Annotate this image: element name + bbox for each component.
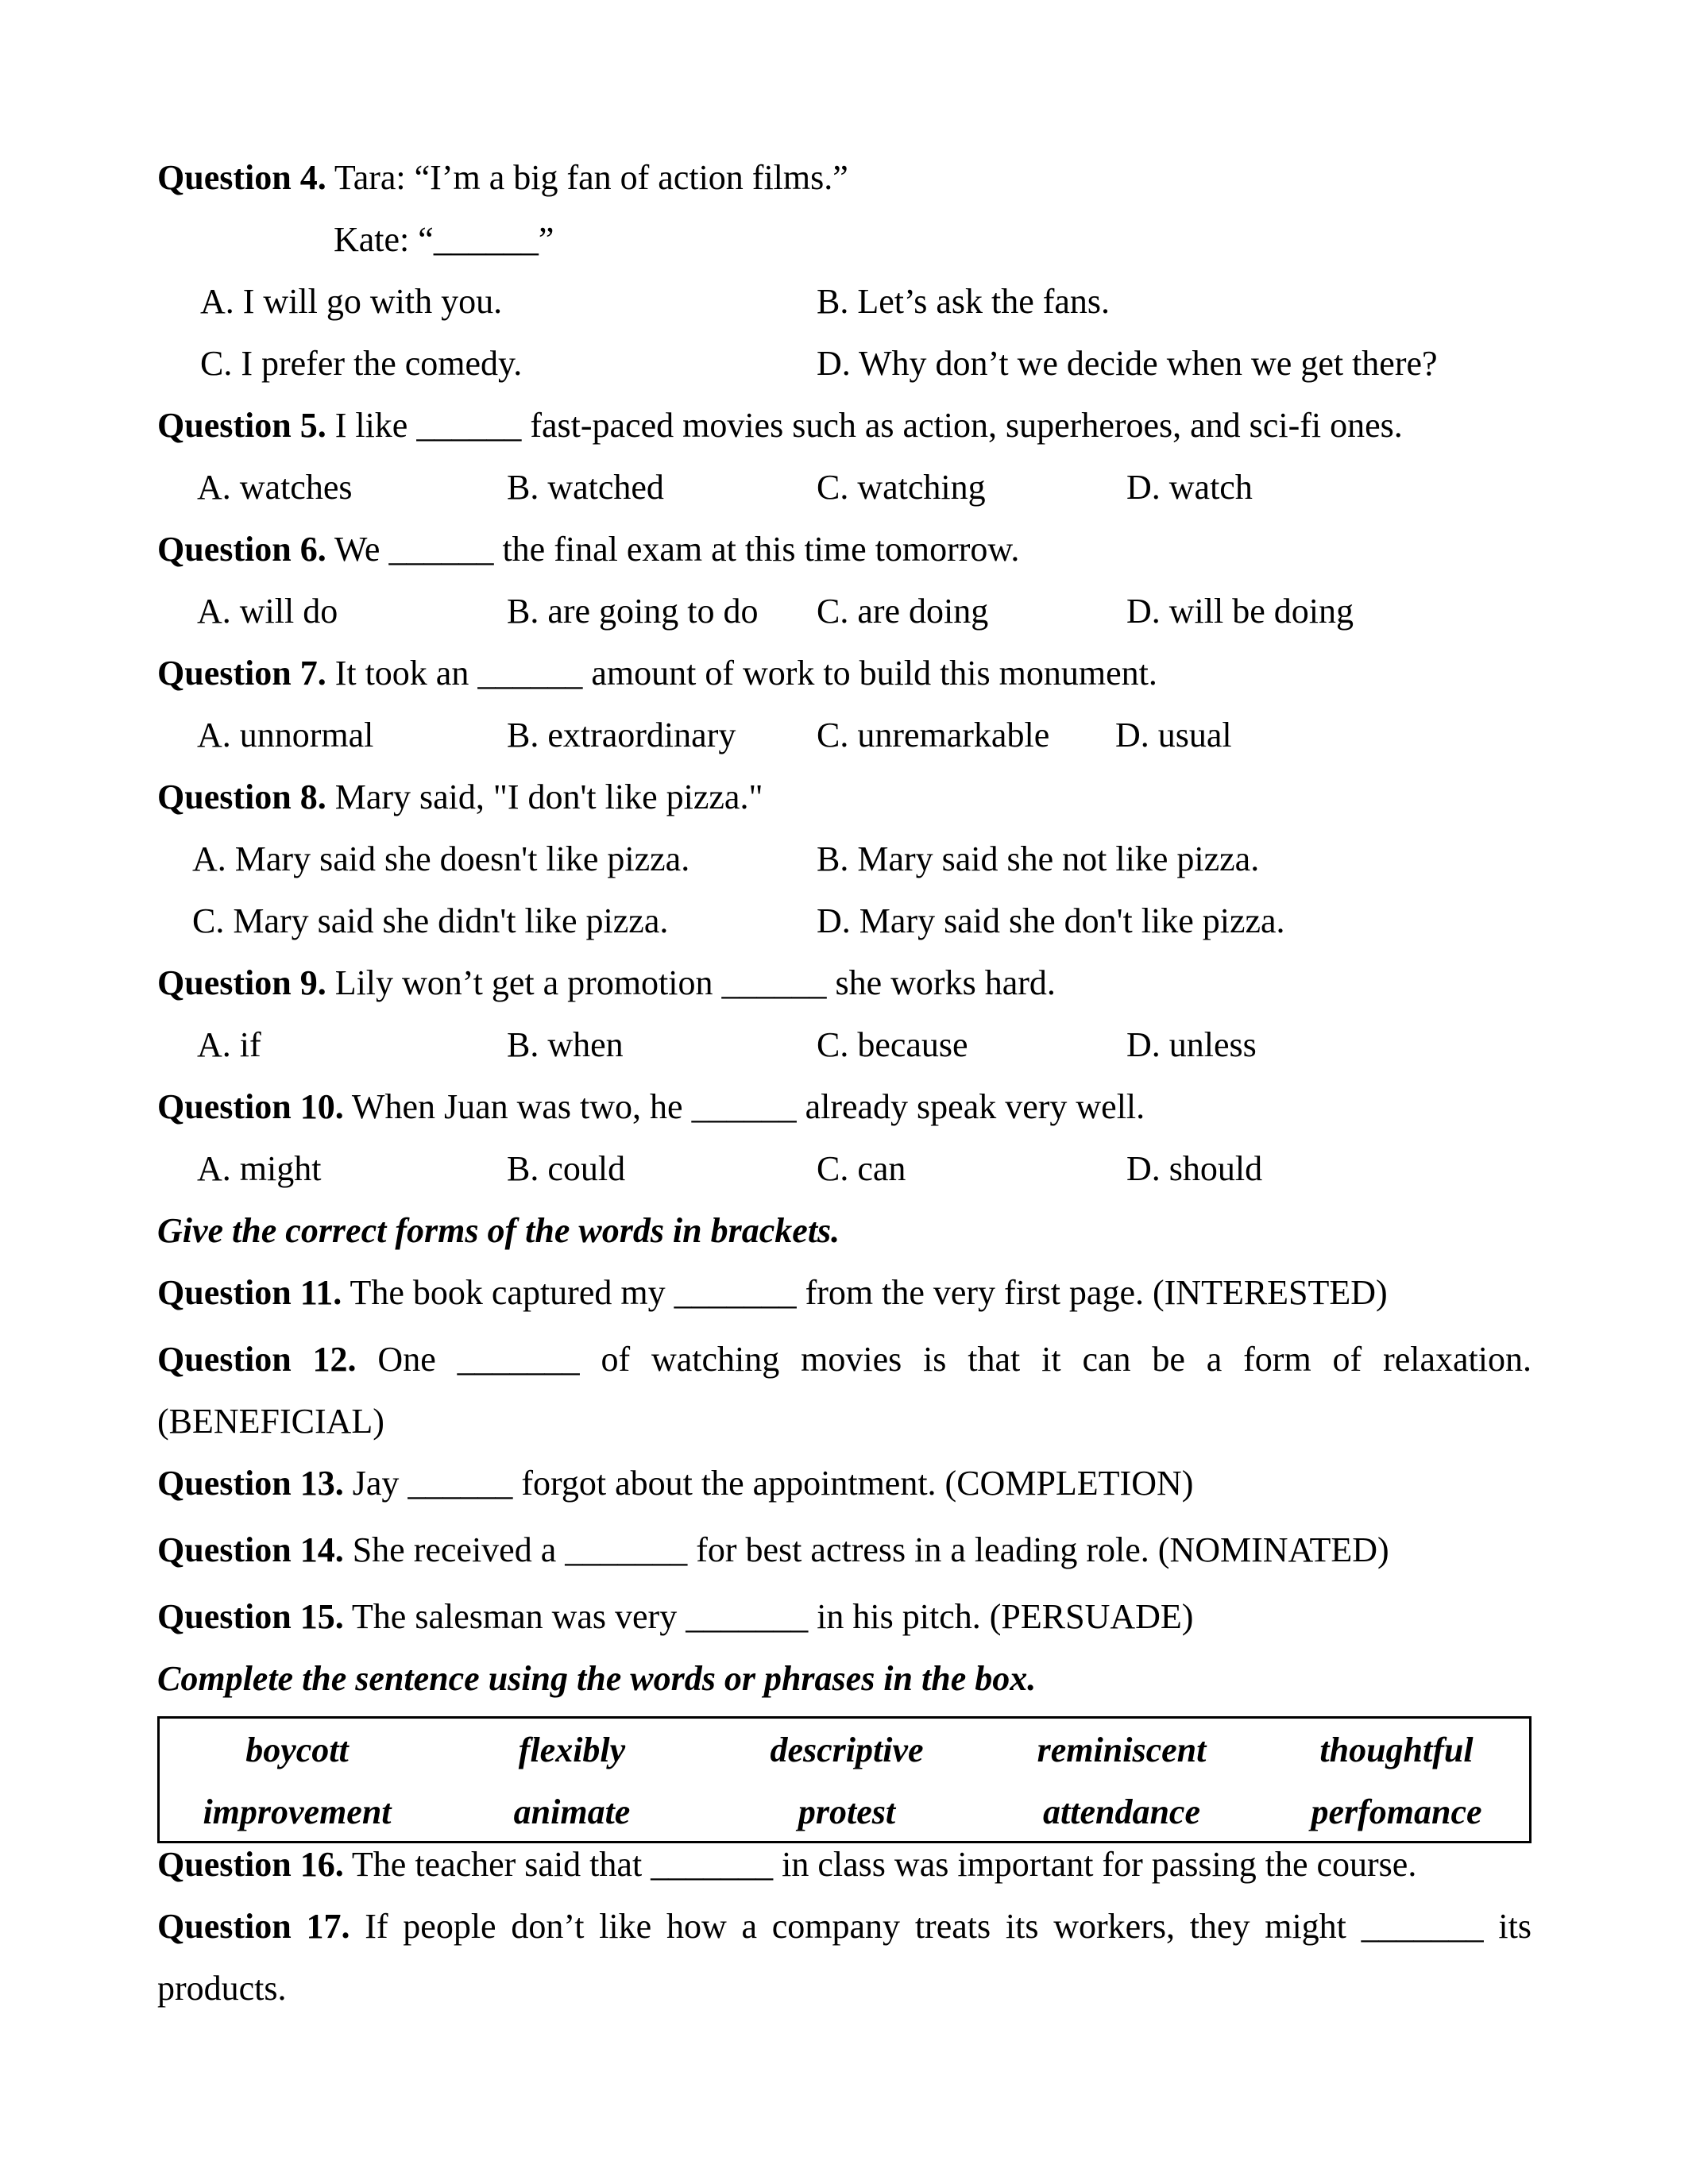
question-16 [157,1844,1416,1885]
option-a: A. if [197,1025,261,1064]
question-text: The book captured my _______ from the very first page. (INTERESTED) [342,1273,1388,1312]
question-label: Question 9. [157,963,326,1002]
question-label: Question 8. [157,778,326,816]
question-12-continued: (BENEFICIAL) [157,1402,384,1441]
question-text: Mary said, "I don't like pizza." [326,778,763,816]
question-label: Question 6. [157,530,326,569]
word-descriptive: descriptive [770,1731,924,1769]
word-perfomance: perfomance [1311,1792,1482,1831]
option-d: D. watch [1126,468,1253,507]
option-a: A. unnormal [197,716,374,754]
word-reminiscent: reminiscent [1037,1731,1207,1769]
word-attendance: attendance [1043,1792,1200,1831]
question-text: The salesman was very _______ in his pitch. (PERSUADE) [343,1597,1194,1636]
option-a: A. might [197,1149,322,1188]
word-box [157,1716,1532,1843]
question-17 [157,1906,1532,1947]
option-c: C. watching [817,468,986,507]
question-7 [157,653,1157,694]
option-b: B. are going to do [507,592,759,631]
question-text: Jay ______ forgot about the appointment. (COMPLETION) [343,1464,1194,1503]
word-protest: protest [798,1792,896,1831]
question-text: She received a _______ for best actress in a leading role. (NOMINATED) [343,1530,1389,1569]
question-label: Question 11. [157,1273,342,1312]
question-10 [157,1086,1145,1128]
question-label: Question 12. [157,1340,357,1379]
option-b: B. Let’s ask the fans. [817,282,1111,321]
option-b: B. Mary said she not like pizza. [817,839,1260,878]
question-5 [157,405,1403,446]
section-instruction-word-box: Complete the sentence using the words or phrases in the box. [157,1659,1037,1698]
option-a: A. I will go with you. [200,282,503,321]
word-flexibly: flexibly [518,1731,626,1769]
question-label: Question 17. [157,1907,350,1946]
question-label: Question 14. [157,1530,344,1569]
question-12 [157,1339,1532,1380]
option-d: D. unless [1126,1025,1257,1064]
section-instruction-word-forms: Give the correct forms of the words in brackets. [157,1211,840,1250]
word-box-row-1 [160,1730,1529,1771]
option-d: D. usual [1115,716,1232,754]
question-text: Tara: “I’m a big fan of action films.” [326,158,848,197]
question-13 [157,1463,1193,1504]
question-label: Question 7. [157,654,326,693]
word-thoughtful: thoughtful [1319,1731,1474,1769]
question-label: Question 10. [157,1087,344,1126]
question-15 [157,1596,1193,1638]
option-d: D. Mary said she don't like pizza. [817,901,1285,940]
question-text: If people don’t like how a company treats its workers, they might _______ its [350,1907,1532,1946]
option-b: B. when [507,1025,624,1064]
question-9 [157,963,1056,1004]
question-text: One _______ of watching movies is that it can be a form of relaxation. [356,1340,1532,1379]
question-label: Question 16. [157,1845,344,1884]
question-text: I like ______ fast-paced movies such as action, superheroes, and sci-fi ones. [326,406,1403,445]
option-d: D. will be doing [1126,592,1354,631]
option-c: C. can [817,1149,906,1188]
question-text: The teacher said that _______ in class was important for passing the course. [343,1845,1417,1884]
option-b: B. could [507,1149,626,1188]
question-text: When Juan was two, he ______ already speak very well. [343,1087,1145,1126]
question-11 [157,1272,1388,1314]
option-c: C. are doing [817,592,989,631]
question-label: Question 4. [157,158,326,197]
question-6 [157,529,1019,570]
option-c: C. because [817,1025,968,1064]
option-c: C. I prefer the comedy. [200,344,523,383]
question-4 [157,157,848,199]
question-label: Question 13. [157,1464,344,1503]
option-c: C. unremarkable [817,716,1050,754]
question-text: It took an ______ amount of work to build this monument. [326,654,1157,693]
option-b: B. extraordinary [507,716,736,754]
question-label: Question 5. [157,406,326,445]
question-4-response: Kate: “______” [334,220,554,259]
option-a: A. watches [197,468,353,507]
word-box-row-2 [160,1792,1529,1833]
option-b: B. watched [507,468,664,507]
word-boycott: boycott [245,1731,349,1769]
question-8 [157,777,763,818]
word-animate: animate [513,1792,631,1831]
option-d: D. should [1126,1149,1263,1188]
option-c: C. Mary said she didn't like pizza. [192,901,669,940]
option-d: D. Why don’t we decide when we get there? [817,344,1438,383]
question-17-continued: products. [157,1969,287,2008]
option-a: A. will do [197,592,338,631]
question-text: Lily won’t get a promotion ______ she works hard. [326,963,1056,1002]
option-a: A. Mary said she doesn't like pizza. [192,839,690,878]
question-14 [157,1530,1389,1571]
question-text: We ______ the final exam at this time tomorrow. [326,530,1020,569]
word-improvement: improvement [203,1792,392,1831]
question-label: Question 15. [157,1597,344,1636]
